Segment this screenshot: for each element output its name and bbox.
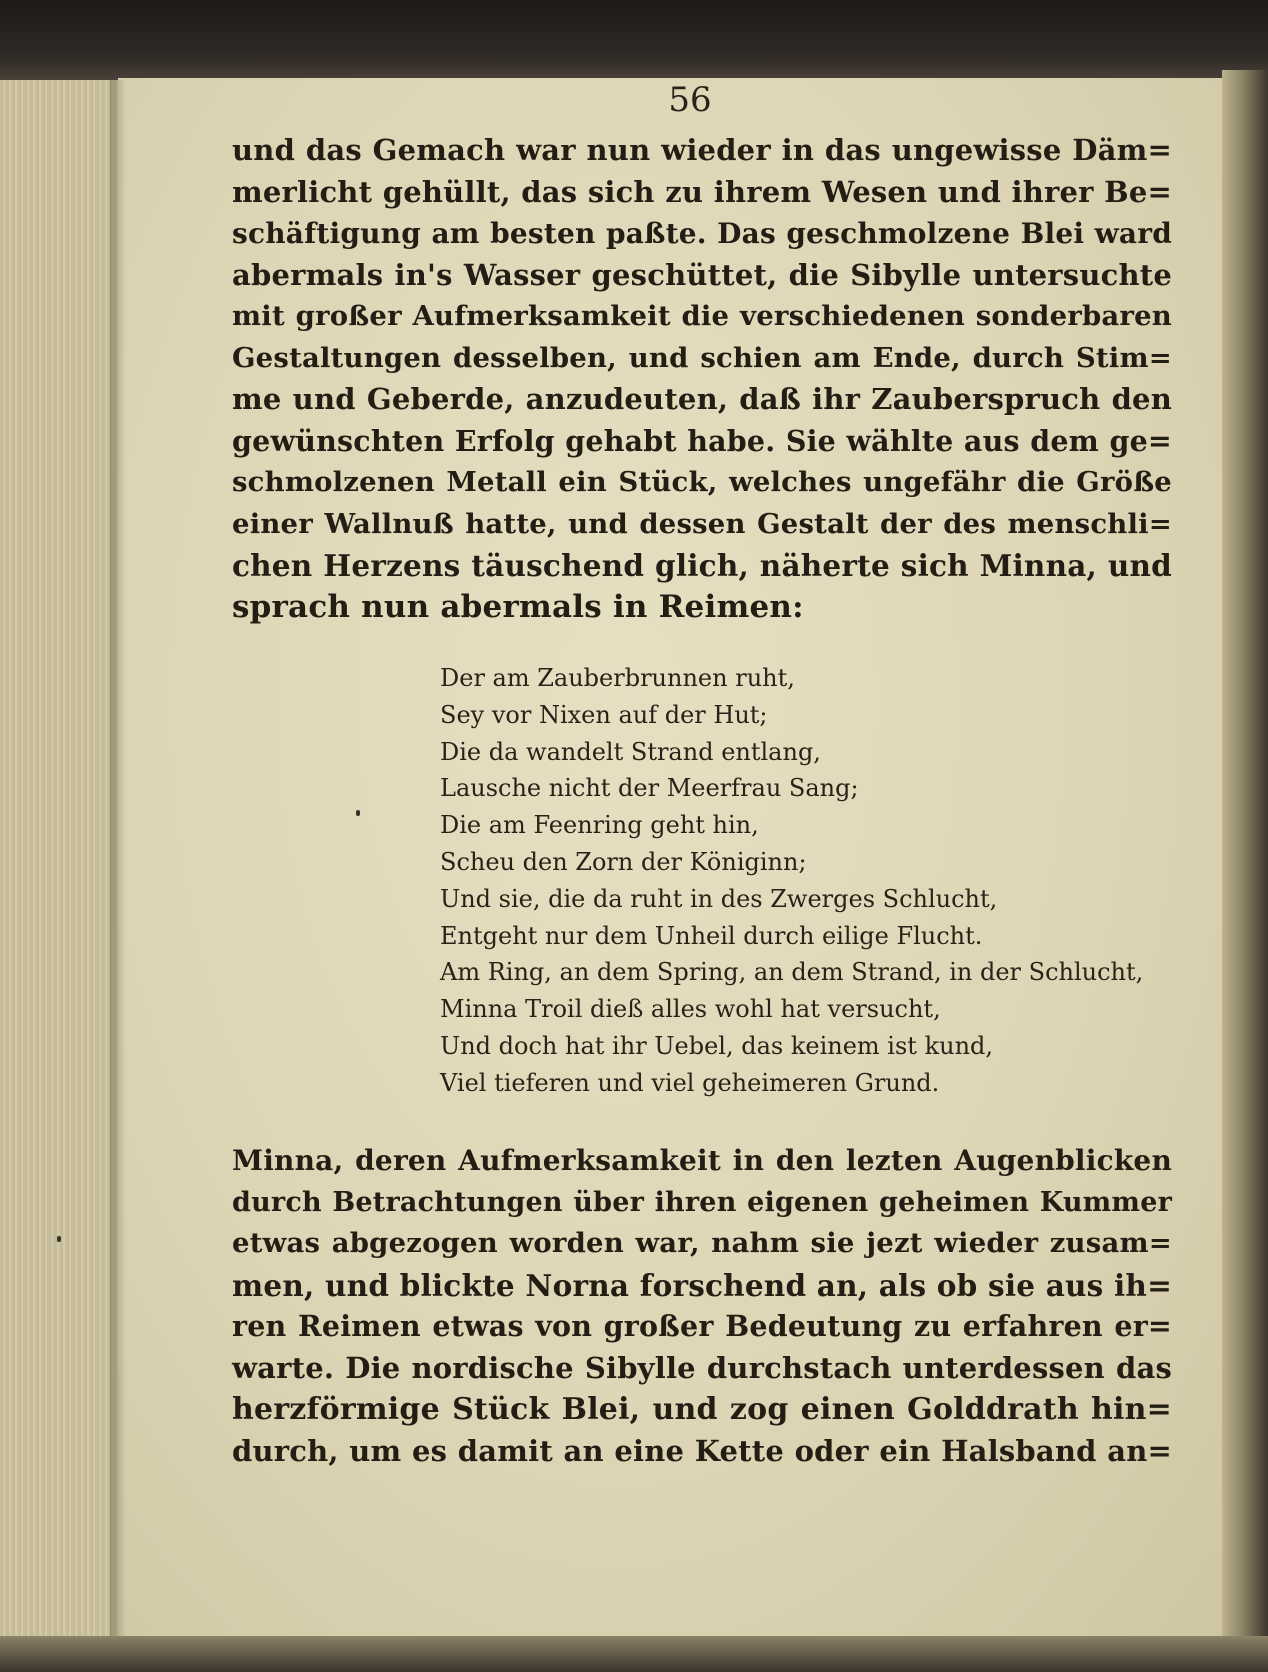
verse-line: Und sie, die da ruht in des Zwerges Schlucht,	[440, 884, 998, 913]
prose-block-bottom	[232, 1140, 1172, 1472]
prose-line: durch Betrachtungen über ihren eigenen geheimen Kummer	[232, 1186, 1172, 1218]
prose-line: und das Gemach war nun wieder in das ungewisse Däm=	[232, 133, 1172, 167]
book-bottom-edge	[0, 1636, 1268, 1672]
verse-line: Die am Feenring geht hin,	[440, 811, 759, 840]
verse-line: Die da wandelt Strand entlang,	[440, 737, 821, 766]
prose-line: sprach nun abermals in Reimen:	[232, 588, 804, 625]
verse-line: Der am Zauberbrunnen ruht,	[440, 664, 795, 692]
prose-line: mit großer Aufmerksamkeit die verschiedenen sonderbaren	[232, 300, 1172, 332]
prose-line: merlicht gehüllt, das sich zu ihrem Wesen und ihrer Be=	[232, 174, 1172, 209]
verse-line: Sey vor Nixen auf der Hut;	[440, 700, 768, 729]
prose-line: gewünschten Erfolg gehabt habe. Sie wählte aus dem ge=	[232, 423, 1172, 458]
prose-line: schmolzenen Metall ein Stück, welches ungefähr die Größe	[232, 466, 1172, 498]
prose-line: etwas abgezogen worden war, nahm sie jezt wieder zusam=	[232, 1227, 1172, 1259]
verse-line: Scheu den Zorn der Königinn;	[440, 847, 807, 876]
prose-line: Gestaltungen desselben, und schien am Ende, durch Stim=	[232, 341, 1172, 374]
page-edge-stack	[0, 80, 122, 1640]
book-top-edge	[0, 0, 1268, 80]
prose-line: Minna, deren Aufmerksamkeit in den lezten Augenblicken	[232, 1144, 1172, 1177]
prose-block-top	[232, 130, 1172, 628]
prose-line: men, und blickte Norna forschend an, als ob sie aus ih=	[232, 1267, 1172, 1303]
prose-line: ren Reimen etwas von großer Bedeutung zu erfahren er=	[232, 1309, 1172, 1343]
prose-line: me und Geberde, anzudeuten, daß ihr Zauberspruch den	[232, 382, 1172, 416]
prose-line: einer Wallnuß hatte, und dessen Gestalt der des menschli=	[232, 507, 1172, 540]
book-right-edge	[1222, 70, 1268, 1650]
page-number: 56	[668, 80, 712, 120]
verse-line: Entgeht nur dem Unheil durch eilige Flucht.	[440, 921, 983, 950]
prose-line: schäftigung am besten paßte. Das geschmolzene Blei ward	[232, 217, 1172, 250]
verse-line: Am Ring, an dem Spring, an dem Strand, in der Schlucht,	[440, 958, 1144, 987]
ink-speck	[57, 1236, 61, 1242]
verse-line: Viel tieferen und viel geheimeren Grund.	[440, 1068, 940, 1097]
verse-line: Und doch hat ihr Uebel, das keinem ist kund,	[440, 1031, 994, 1060]
prose-line: durch, um es damit an eine Kette oder ein Halsband an=	[232, 1433, 1172, 1468]
verse-block	[440, 660, 1190, 1102]
prose-line: herzförmige Stück Blei, und zog einen Golddrath hin=	[232, 1392, 1172, 1427]
prose-line: abermals in's Wasser geschüttet, die Sibylle untersuchte	[232, 257, 1172, 292]
prose-line: chen Herzens täuschend glich, näherte sich Minna, und	[232, 548, 1172, 583]
prose-line: warte. Die nordische Sibylle durchstach unterdessen das	[232, 1350, 1172, 1385]
verse-line: Minna Troil dieß alles wohl hat versucht,	[440, 995, 941, 1024]
ink-speck	[356, 810, 360, 816]
gutter-shadow	[110, 80, 126, 1640]
verse-line: Lausche nicht der Meerfrau Sang;	[440, 774, 859, 803]
